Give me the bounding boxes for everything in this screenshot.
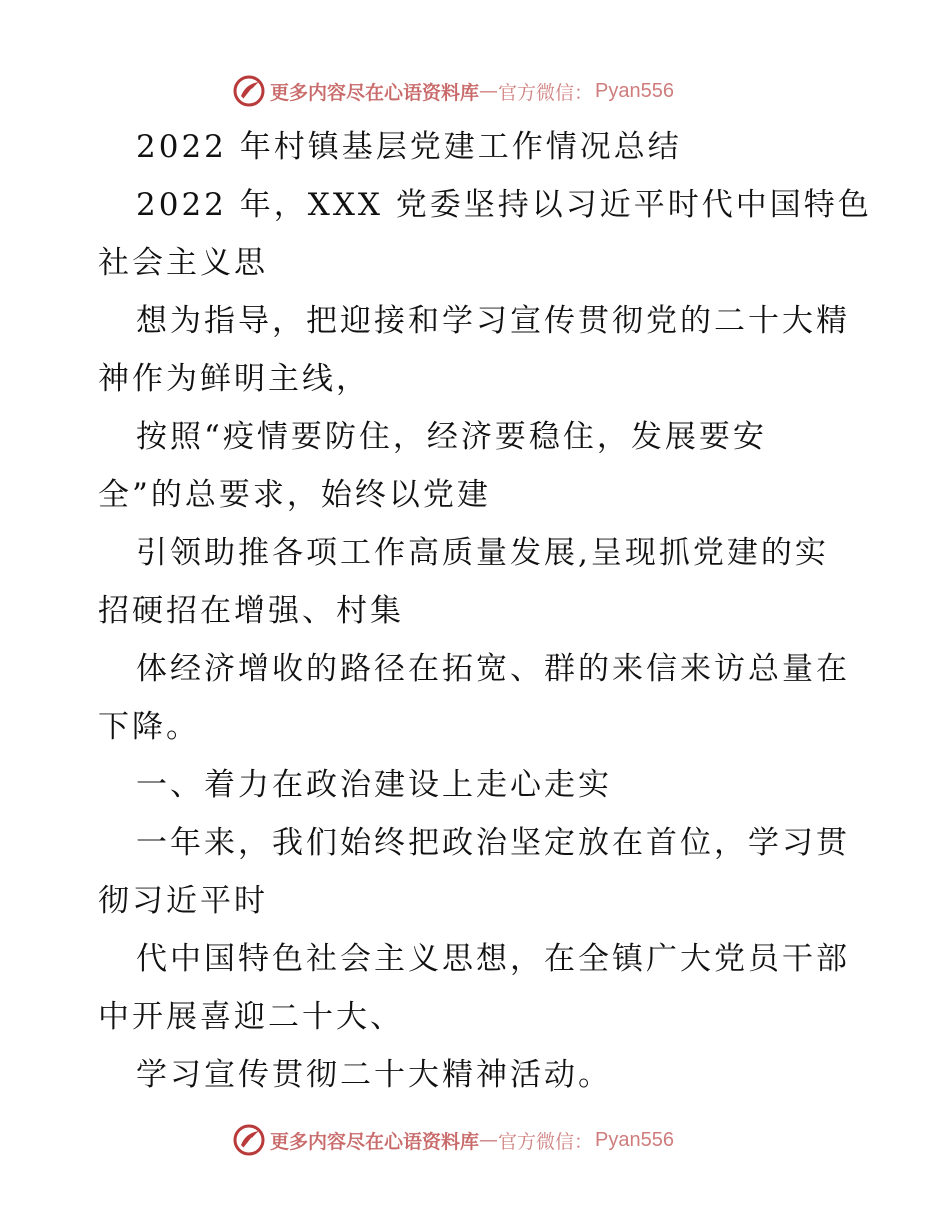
text-line: 神作为鲜明主线， — [98, 361, 370, 397]
watermark-promo-text: 更多内容尽在心语资料库 — [270, 1130, 480, 1153]
document-body — [98, 118, 872, 1104]
text-line: 下降。 — [98, 709, 200, 745]
text-line: 想为指导，把迎接和学习宣传贯彻党的二十大精 — [136, 303, 850, 339]
text-line: 代中国特色社会主义思想，在全镇广大党员干部 — [136, 941, 850, 977]
text-line: 2022 年村镇基层党建工作情况总结 — [136, 129, 682, 165]
text-line: 体经济增收的路径在拓宽、群的来信来访总量在 — [136, 651, 850, 687]
text-line: 学习宣传贯彻二十大精神活动。 — [136, 1057, 612, 1093]
watermark-wechat-label: 官方微信： — [498, 1130, 594, 1153]
text-line: 社会主义思 — [98, 245, 268, 281]
watermark-banner-bottom — [232, 1122, 712, 1158]
text-line: 中开展喜迎二十大、 — [98, 999, 404, 1035]
watermark-separator: — — [479, 80, 499, 102]
watermark-wechat-id: Pyan556 — [595, 1128, 674, 1151]
text-line: 按照“疫情要防住，经济要稳住，发展要安 — [136, 419, 767, 455]
text-line: 招硬招在增强、村集 — [98, 593, 404, 629]
text-line: 引领助推各项工作高质量发展,呈现抓党建的实 — [136, 535, 829, 571]
text-line: 一年来，我们始终把政治坚定放在首位，学习贯 — [136, 825, 850, 861]
watermark-wechat-id: Pyan556 — [595, 79, 674, 102]
text-line: 彻习近平时 — [98, 883, 268, 919]
text-line: 2022 年，XXX 党委坚持以习近平时代中国特色 — [136, 187, 872, 223]
text-line: 一、着力在政治建设上走心走实 — [136, 767, 612, 803]
library-logo-icon — [232, 74, 266, 108]
watermark-wechat-label: 官方微信： — [498, 81, 594, 104]
watermark-separator: — — [479, 1129, 499, 1151]
text-line: 全”的总要求，始终以党建 — [98, 477, 491, 513]
watermark-promo-text: 更多内容尽在心语资料库 — [270, 81, 480, 104]
watermark-banner-top — [232, 73, 712, 109]
library-logo-icon — [232, 1123, 266, 1157]
